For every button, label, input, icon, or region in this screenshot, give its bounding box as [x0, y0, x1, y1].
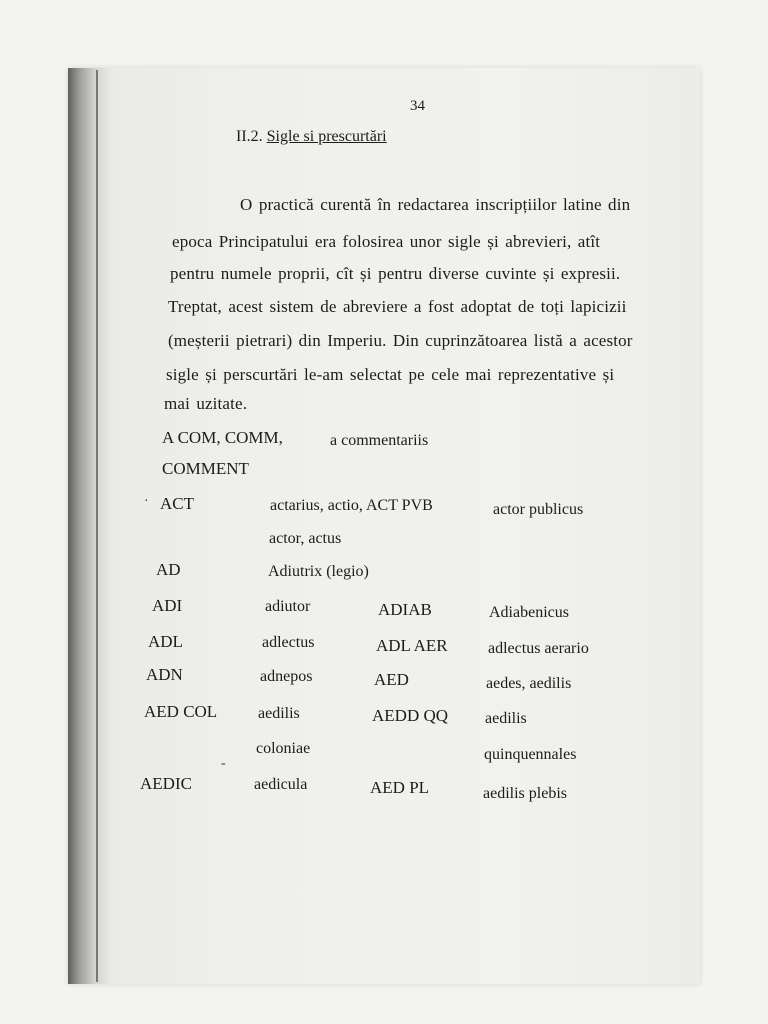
abbreviation: AED COL	[144, 702, 218, 721]
definition: Adiabenicus	[489, 604, 569, 621]
abbreviation: AEDD QQ	[372, 706, 449, 725]
definition: coloniae	[256, 740, 311, 757]
paragraph-line: epoca Principatului era folosirea unor sigle și abrevieri, atît	[172, 232, 601, 251]
definition: aedilis	[258, 705, 300, 722]
definition: actarius, actio, ACT PVB	[270, 497, 433, 514]
page-number: 34	[410, 98, 425, 114]
paragraph-line: mai uzitate.	[164, 394, 248, 413]
abbreviation: ACT	[160, 494, 194, 513]
binding-edge	[96, 70, 98, 982]
abbreviation: ADL	[148, 632, 183, 651]
abbreviation: ADIAB	[378, 600, 432, 619]
abbreviation: ADN	[146, 665, 183, 684]
section-title: Sigle si prescurtări	[266, 128, 387, 145]
abbreviation: AEDIC	[140, 774, 192, 793]
definition: actor, actus	[269, 530, 342, 547]
definition: adlectus aerario	[488, 640, 589, 657]
section-heading	[236, 128, 387, 146]
ink-speck: -	[221, 756, 226, 771]
paragraph-line: sigle și perscurtări le-am selectat pe cele mai reprezentative și	[166, 365, 615, 384]
definition: quinquennales	[484, 746, 577, 763]
definition: aedes, aedilis	[486, 675, 572, 692]
definition: aedilis	[485, 710, 527, 727]
abbreviation: AD	[156, 560, 181, 579]
definition: actor publicus	[493, 501, 584, 518]
definition: adiutor	[265, 598, 311, 615]
abbreviation: COMMENT	[162, 459, 249, 478]
abbreviation: AED	[374, 670, 409, 689]
definition: a commentariis	[330, 432, 429, 449]
abbreviation: ADL AER	[376, 636, 448, 655]
paragraph-line: O practică curentă în redactarea inscripțiilor latine din	[240, 195, 631, 214]
paragraph-line: pentru numele proprii, cît și pentru diverse cuvinte și expresii.	[170, 264, 621, 283]
ink-speck: ·	[144, 494, 149, 509]
abbreviation: AED PL	[370, 778, 430, 797]
abbreviation: ADI	[152, 596, 183, 615]
definition: adnepos	[260, 668, 313, 685]
paragraph-line: Treptat, acest sistem de abreviere a fost adoptat de toți lapicizii	[168, 297, 627, 316]
book-binding-shadow	[68, 68, 112, 984]
section-number: II.2.	[236, 128, 263, 145]
definition: aedilis plebis	[483, 785, 567, 802]
definition: adlectus	[262, 634, 315, 651]
paragraph-line: (meșterii pietrari) din Imperiu. Din cuprinzătoarea listă a acestor	[168, 331, 633, 350]
abbreviation: A COM, COMM,	[162, 428, 283, 447]
definition: aedicula	[254, 776, 308, 793]
definition: Adiutrix (legio)	[268, 563, 369, 580]
